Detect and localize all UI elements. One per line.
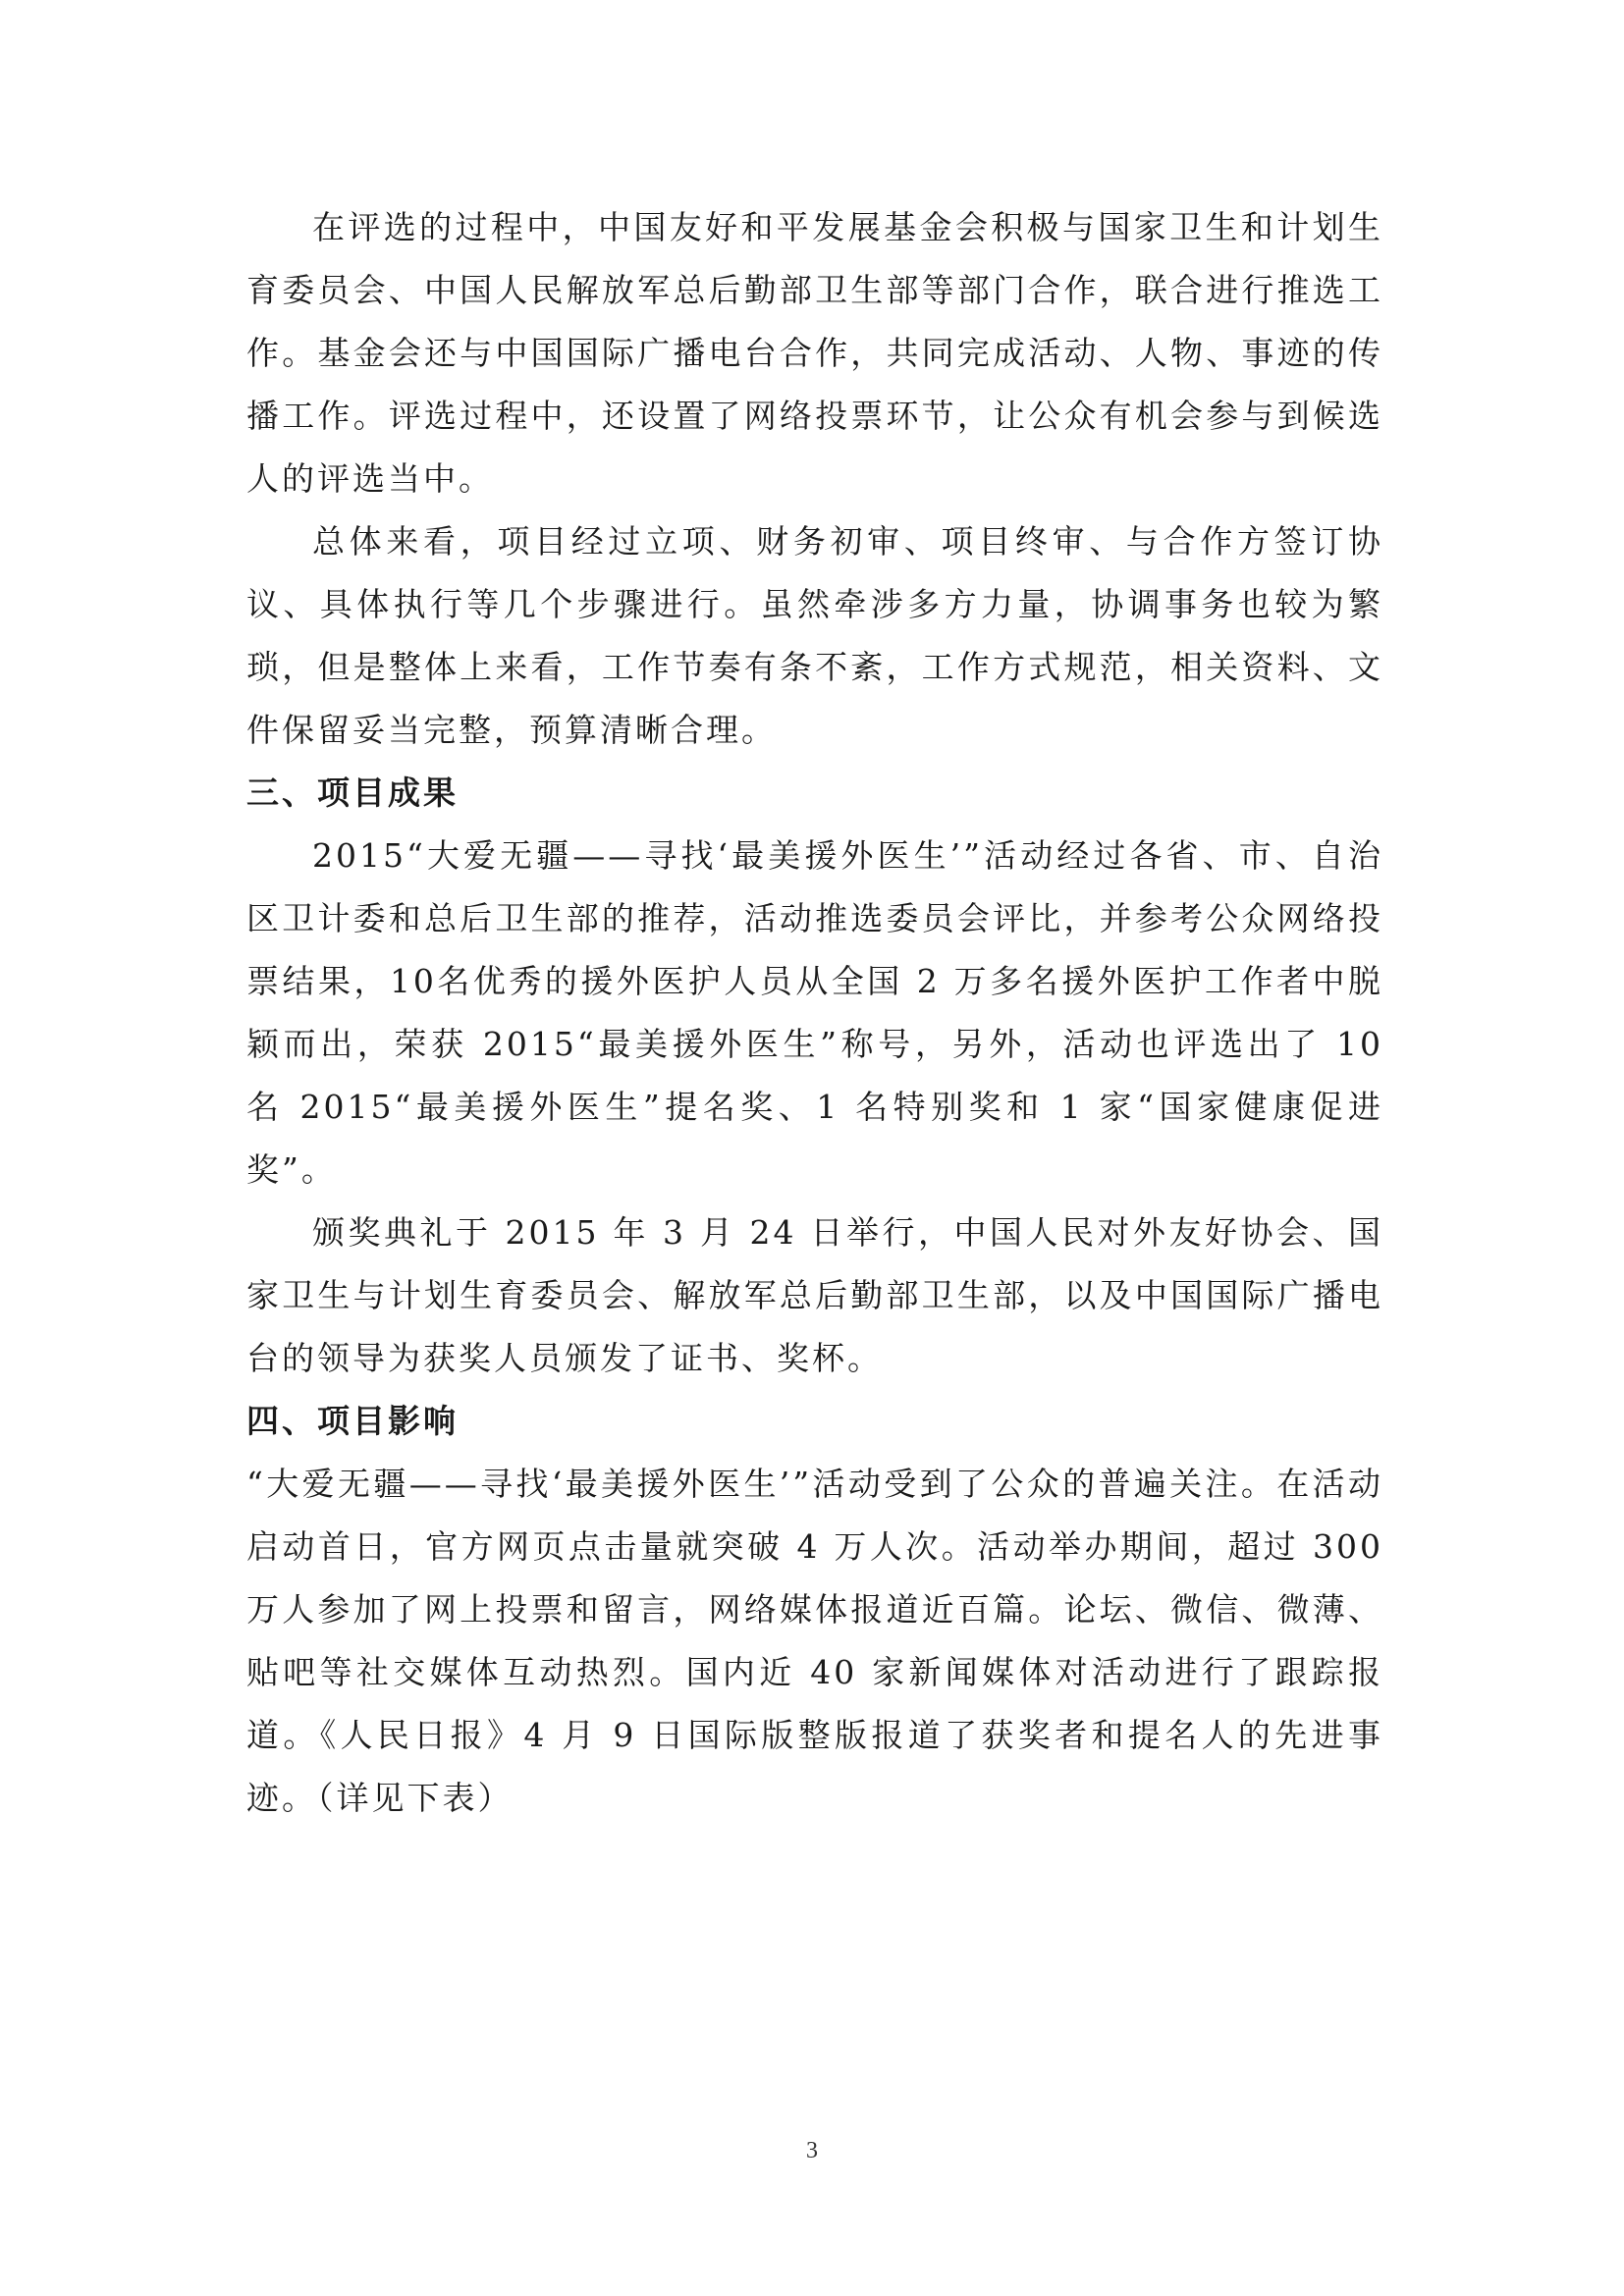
section-heading-results: 三、项目成果 — [246, 774, 459, 812]
paragraph-impact: “大爱无疆——寻找‘最美援外医生’”活动受到了公众的普遍关注。在活动启动首日，官方网页点击量就突破 4 万人次。活动举办期间，超过 300 万人参加了网上投票和留言，网络媒体报道近百篇。论坛、微信、微薄、贴吧等社交媒体互动热烈。国内近 40 家新闻媒体对活动进行了跟踪报道。《人民日报》4 月 9 日国际版整版报道了获奖者和提名人的先进事迹。（详见下表） — [246, 1465, 1383, 1817]
section-heading-impact: 四、项目影响 — [246, 1402, 459, 1440]
body-text — [246, 196, 1383, 1830]
paragraph-selection-process: 在评选的过程中，中国友好和平发展基金会积极与国家卫生和计划生育委员会、中国人民解放军总后勤部卫生部等部门合作，联合进行推选工作。基金会还与中国国际广播电台合作，共同完成活动、人物、事迹的传播工作。评选过程中，还设置了网络投票环节，让公众有机会参与到候选人的评选当中。 — [246, 208, 1383, 498]
page-number: 3 — [806, 2138, 818, 2163]
paragraph-overall-view: 总体来看，项目经过立项、财务初审、项目终审、与合作方签订协议、具体执行等几个步骤进行。虽然牵涉多方力量，协调事务也较为繁琐，但是整体上来看，工作节奏有条不紊，工作方式规范，相关资料、文件保留妥当完整，预算清晰合理。 — [246, 522, 1383, 749]
paragraph-ceremony: 颁奖典礼于 2015 年 3 月 24 日举行，中国人民对外友好协会、国家卫生与计划生育委员会、解放军总后勤部卫生部，以及中国国际广播电台的领导为获奖人员颁发了证书、奖杯。 — [246, 1213, 1383, 1377]
paragraph-results: 2015“大爱无疆——寻找‘最美援外医生’”活动经过各省、市、自治区卫计委和总后卫生部的推荐，活动推选委员会评比，并参考公众网络投票结果，10名优秀的援外医护人员从全国 2 万多名援外医护工作者中脱颖而出，荣获 2015“最美援外医生”称号，另外，活动也评选出了 10 名 2015“最美援外医生”提名奖、1 名特别奖和 1 家“国家健康促进奖”。 — [246, 836, 1383, 1189]
